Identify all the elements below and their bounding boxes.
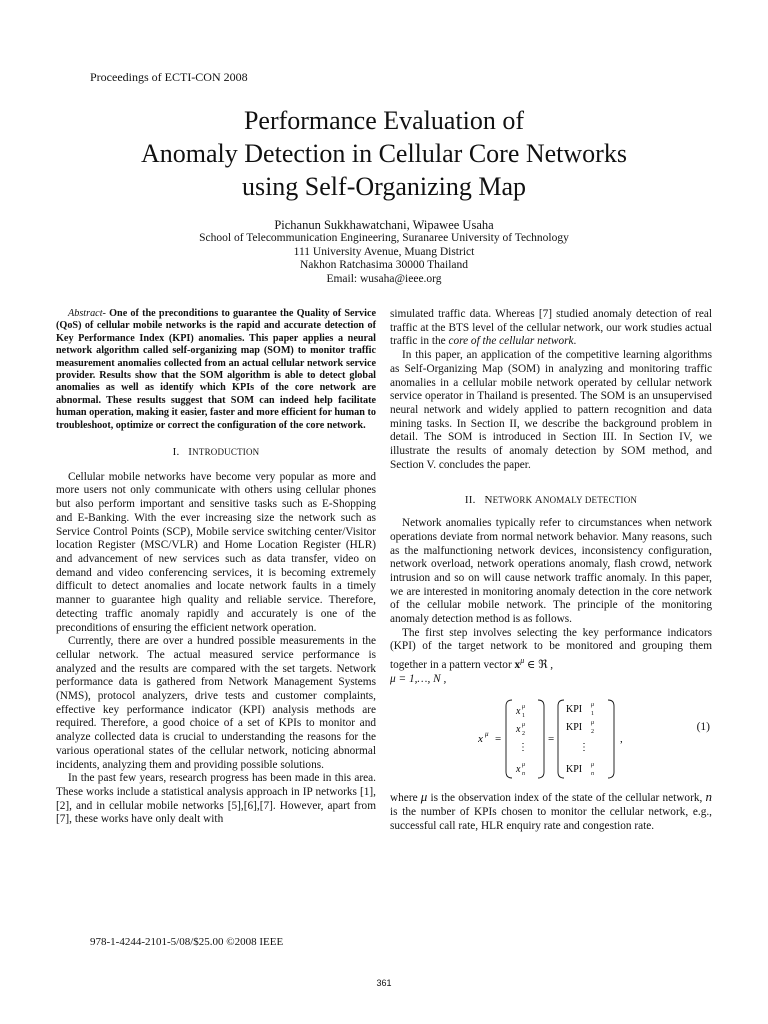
equation-graphic	[478, 694, 628, 782]
eq-kpi-1-sub: 1	[591, 711, 594, 718]
author-names: Pichanun Sukkhawatchani, Wipawee Usaha	[274, 218, 494, 232]
math-n: n	[705, 789, 712, 805]
eq-x2-sub: 2	[522, 731, 525, 738]
eq-xn-sub: n	[522, 771, 525, 778]
address-line-1: 111 University Avenue, Muang District	[293, 245, 475, 258]
abstract-text: One of the preconditions to guarantee the Quality of Service (QoS) of cellular mobile networks is the rapid and accurate detection of Key Performance Index (KPI) anomalies. This paper applies a neural network algorithm called self-organizing map (SOM) to monitor traffic measurement anomalies collected from an actual cellular network service provider. Results show that the SOM algorithm is able to detect global anomalies as well as identify which KPIs of the core network are abnormal. These results suggest that SOM can indeed help facilitate human operation, making it easier, faster and more efficient for human to troubleshoot, optimize or correct the configuration of the core network.	[56, 308, 376, 431]
eq-equals-1: =	[495, 733, 502, 746]
text-run: is the observation index of the state of the cellular network,	[427, 792, 706, 805]
text-run: .	[573, 335, 577, 348]
section-heading-network-anomaly	[390, 494, 712, 508]
equation-1	[390, 694, 712, 782]
left-column	[56, 308, 376, 827]
eq-x1: x	[516, 706, 521, 718]
section-title-rest: NTRODUCTION	[192, 447, 260, 458]
section-numeral: II.	[464, 494, 476, 507]
section-title-cap: N	[484, 494, 493, 507]
abstract-label: Abstract-	[68, 308, 106, 319]
abstract	[56, 308, 376, 432]
eq-right-bracket-close	[608, 700, 614, 778]
intro-paragraph-3: In the past few years, research progress has been made in this area. These works include a statistical analysis approach in IP networks [1],[2], and in cellular mobile networks [5],[6],[7]. However, apart from [7], these works have only dealt with	[56, 772, 376, 826]
eq-kpi-1-sup: μ	[591, 702, 595, 709]
section-numeral: I.	[172, 446, 180, 459]
title-line-3: using Self-Organizing Map	[241, 172, 527, 201]
author-email: Email: wusaha@ieee.org	[326, 272, 442, 285]
eq-lhs: x	[478, 733, 483, 746]
section-title-rest: NOMALY DETECTION	[542, 495, 638, 506]
eq-xn: x	[516, 764, 521, 776]
intro-paragraph-3-continued	[390, 308, 712, 349]
math-index-range: μ = 1,…, N ,	[390, 672, 447, 685]
emphasis-core-network: core of the cellular network	[448, 335, 574, 348]
eq-kpi-2: KPI	[566, 722, 583, 734]
eq-lhs-sup: μ	[485, 730, 489, 739]
eq-left-bracket-open	[506, 700, 512, 778]
proceedings-header: Proceedings of ECTI-CON 2008	[90, 70, 248, 84]
equation-number: (1)	[696, 721, 710, 734]
intro-paragraph-2: Currently, there are over a hundred possible measurements in the cellular network. The actual measured service performance is analyzed and the results are compared with the set targets. Network performance data is gathered from Network Management Systems (NMS), protocol analyzers, drive tests and customer complaints, effective key performance indicator (KPI) analysis methods are required. Therefore, a good choice of a set of KPIs to monitor and analyze collected data is crucial to understanding the reasons for the various operational states of the cellular network, noticing abnormal incidents, analyzing them and providing possible solutions.	[56, 635, 376, 771]
section-title-rest: ETWORK	[492, 495, 535, 506]
paper-title	[0, 104, 768, 203]
math-mu: μ	[420, 789, 428, 805]
text-run: is the number of KPIs chosen to monitor the cellular network, e.g., successful call rate, HLR enquiry rate and congestion rate.	[390, 806, 712, 832]
eq-kpi-2-sup: μ	[591, 720, 595, 727]
affiliation: School of Telecommunication Engineering, Suranaree University of Technology	[199, 232, 569, 244]
intro-paragraph-1: Cellular mobile networks have become very popular as more and more users not only communicate with others using cellular phones but also perform important and sensitive tasks such as E-Shopping and E-Banking. With the ever increasing size the network such as Service Control Points (SCP), Mobile service switching center/Visitor location Register (MSC/VLR) and Home Location Register (HLR) and advancement of new services such as data transfer, video on demand and video conferencing services, it is becoming extremely difficult to detect anomalies and locate network faults in a timely manner to guarantee high quality and reliable service. Therefore, detecting traffic anomaly rapidly and accurately is one of the preconditions of ensuring the efficient network operation.	[56, 470, 376, 634]
eq-vdots-left: ⋮	[518, 742, 528, 754]
section-title-cap: I	[188, 446, 193, 459]
math-real-set: ∈ ℜ ,	[524, 658, 554, 671]
eq-xn-sup: μ	[522, 762, 526, 769]
section-heading-introduction	[56, 446, 376, 460]
copyright-footer: 978-1-4244-2101-5/08/$25.00 ©2008 IEEE	[90, 936, 284, 948]
eq-kpi-n-sup: μ	[591, 762, 595, 769]
eq-left-bracket-close	[538, 700, 544, 778]
text-run: where	[390, 792, 421, 805]
eq-x1-sup: μ	[522, 704, 526, 711]
section-title-cap: A	[534, 494, 543, 507]
eq-equals-2: =	[548, 733, 555, 746]
title-line-1: Performance Evaluation of	[243, 106, 525, 135]
math-superscript-mu: μ	[520, 656, 525, 666]
page-number: 361	[376, 978, 392, 988]
eq-vdots-right: ⋮	[579, 742, 589, 754]
eq-x2: x	[516, 724, 521, 736]
eq-x2-sup: μ	[522, 722, 526, 729]
math-vector-x: x	[514, 658, 521, 671]
anomaly-paragraph-2	[390, 627, 712, 687]
eq-kpi-2-sub: 2	[591, 729, 594, 736]
anomaly-paragraph-1: Network anomalies typically refer to circumstances when network operations deviate from normal network behavior. Many reasons, such as the malfunctioning network devices, inconsistency configuration, network overload, network operations anomaly, flash crowd, network intrusion and so on will cause network traffic anomaly. In this paper, we are interested in monitoring anomaly detection in the core network of the cellular mobile network. The principle of the monitoring anomaly detection method is as follows.	[390, 517, 712, 626]
eq-kpi-1: KPI	[566, 704, 583, 716]
address-line-2: Nakhon Ratchasima 30000 Thailand	[299, 259, 469, 272]
text-run: simulated traffic data. Whereas [7] studied anomaly detection of real traffic at the BTS level of the cellular network, our work studies actual traffic in the	[390, 308, 712, 348]
anomaly-paragraph-3	[390, 790, 712, 833]
eq-kpi-n: KPI	[566, 764, 583, 776]
eq-kpi-n-sub: n	[591, 771, 594, 778]
eq-x1-sub: 1	[522, 713, 525, 720]
title-line-2: Anomaly Detection in Cellular Core Networks	[141, 139, 627, 168]
intro-paragraph-4: In this paper, an application of the competitive learning algorithms as Self-Organizing Map (SOM) in analyzing and monitoring traffic anomalies in a cellular mobile network operated by cellular network service operator in Thailand is presented. The SOM is an unsupervised neural network and widely applied to pattern recognition and data mining tasks. In Section II, we describe the background problem in detail. The SOM is introduced in Section III. In Section IV, we illustrate the results of anomaly detection by SOM method, and Section V. concludes the paper.	[390, 349, 712, 471]
author-block	[0, 218, 768, 286]
eq-right-bracket-open	[558, 700, 564, 778]
eq-comma: ,	[620, 733, 623, 746]
right-column	[390, 308, 712, 833]
text-run: The first step involves selecting the key performance indicators (KPI) of the target network to be monitored and grouping them together in a pattern vector	[390, 626, 712, 671]
